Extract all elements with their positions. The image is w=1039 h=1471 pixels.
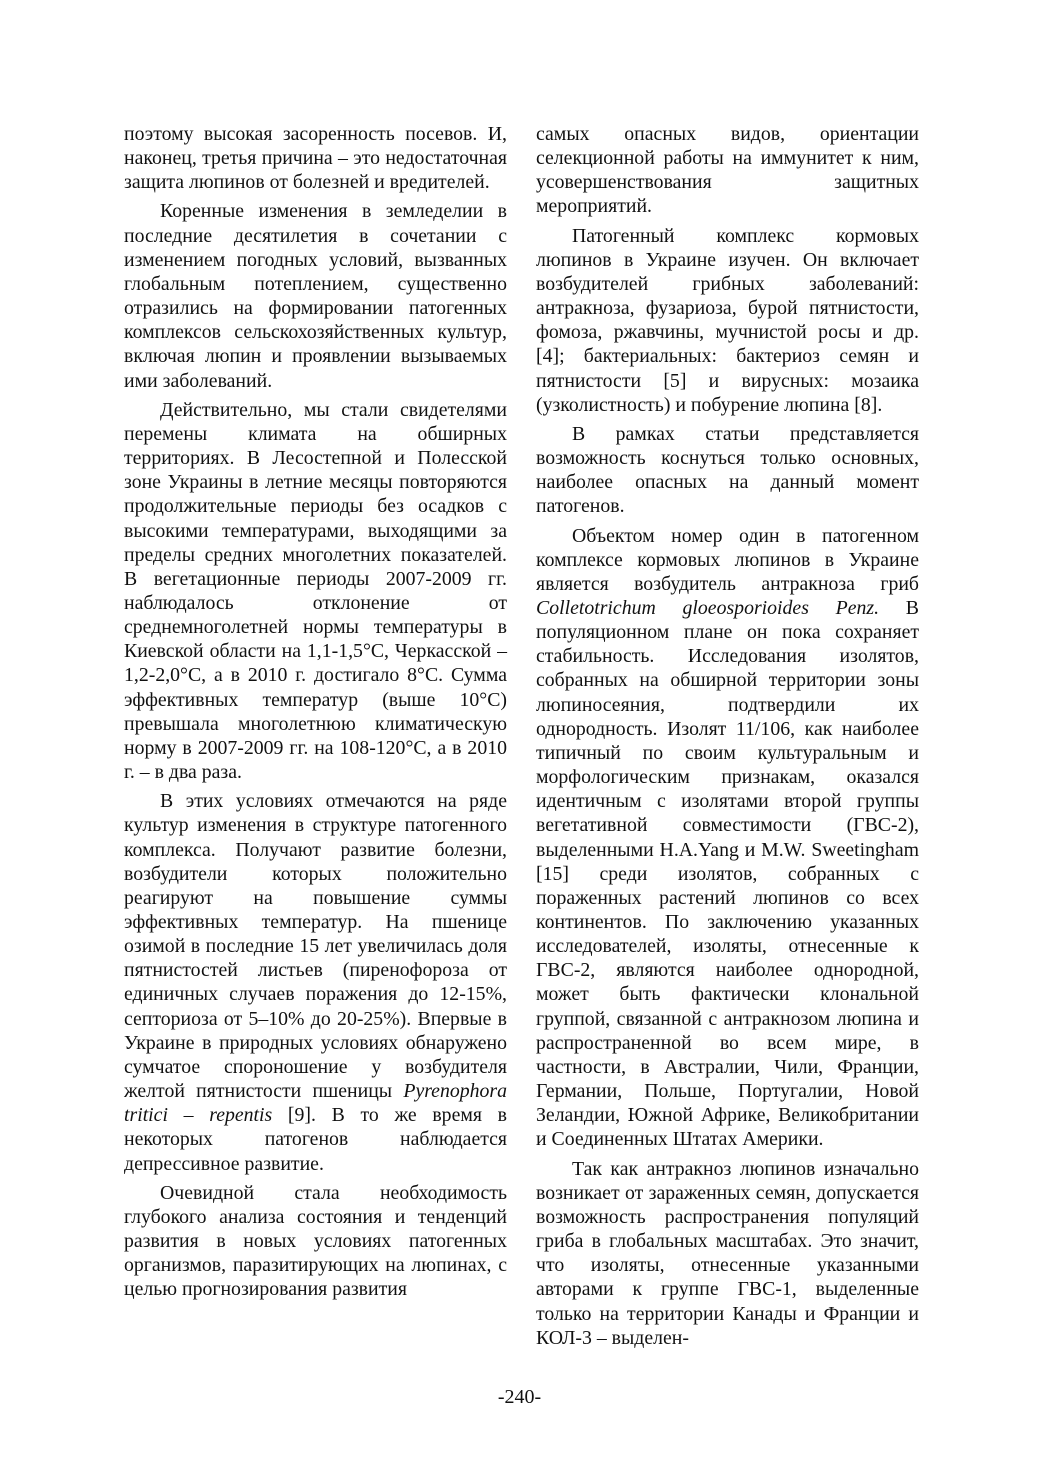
paragraph-text: [9]. В то же время в некоторых патогенов наблюдается депрессивное развитие. bbox=[124, 1104, 508, 1175]
paragraph: В рамках статьи представляется возможность коснуться только основных, наиболее опасных на данный момент патогенов. bbox=[536, 422, 919, 518]
paragraph: поэтому высокая засоренность посевов. И, наконец, третья причина – это недостаточная защита люпинов от болезней и вредителей. bbox=[124, 123, 507, 194]
page-number: -240- bbox=[497, 1386, 542, 1408]
paragraph: самых опасных видов, ориентации селекционной работы на иммунитет к ним, усовершенствования защитных мероприятий. bbox=[536, 123, 919, 218]
paragraph: Так как антракноз люпинов изначально возникает от зараженных семян, допускается возможность распространения популяций гриба в глобальных масштабах. Это значит, что изоляты, отнесенные указанными авторами к группе ГВС-1, выделенные только на территории Канады и Франции и КОЛ-3 – выделен- bbox=[536, 1157, 919, 1349]
paragraph-text: В этих условиях отмечаются на ряде культур изменения в структуре патогенного комплекса. Получают развитие болезни, возбудители которых положительно реагируют на повышение суммы эффективных температур. На пшенице озимой в последние 15 лет увеличилась доля пятнистостей листьев (пиренофороза от единичных случаев поражения до 12-15%, септориоза от 5–10% до 20-25%). Впервые в Украине в природных условиях обнаружено сумчатое спороношение у возбудителя желтой пятнистости пшеницы bbox=[124, 790, 507, 1103]
right-column bbox=[536, 122, 919, 1350]
species-name: Colletotrichum gloeosporioides Penz. bbox=[536, 596, 880, 619]
paragraph-text: Объектом номер один в патогенном комплексе кормовых люпинов в Украине является возбудитель антракноза гриб bbox=[536, 524, 919, 595]
paragraph: Коренные изменения в земледелии в последние десятилетия в сочетании с изменением погодных условий, вызванных глобальным потеплением, существенно отразились на формировании патогенных комплексов сельскохозяйственных культур, включая люпин и проявлении вызываемых ими заболеваний. bbox=[124, 200, 507, 392]
paragraph: Патогенный комплекс кормовых люпинов в Украине изучен. Он включает возбудителей грибных заболеваний: антракноза, фузариоза, бурой пятнистости, фомоза, ржавчины, мучнистой росы и др. [4]; бактериальных: бактериоз семян и пятнистости [5] и вирусных: мозаика (узколистность) и побурение люпина [8]. bbox=[536, 224, 919, 416]
paragraph: Очевидной стала необходимость глубокого анализа состояния и тенденций развития в новых условиях патогенных организмов, паразитирующих на люпинах, с целью прогнозирования развития bbox=[124, 1181, 507, 1301]
left-column bbox=[124, 122, 507, 1302]
paragraph bbox=[124, 789, 507, 1176]
paragraph: Действительно, мы стали свидетелями перемены климата на обширных территориях. В Лесостепной и Полесской зоне Украины в летние месяцы повторяются продолжительные периоды без осадков с высокими температурами, выходящими за пределы средних многолетних показателей. В вегетационные периоды 2007-2009 гг. наблюдалось отклонение от среднемноголетней нормы температуры в Киевской области на 1,1-1,5°С, Черкасской – 1,2-2,0°С, а в 2010 г. достигало 8°С. Сумма эффективных температур (выше 10°С) превышала многолетнюю климатическую норму в 2007-2009 гг. на 108-120°С, а в 2010 г. – в два раза. bbox=[124, 398, 507, 784]
species-name: Pyrenophora tritici – repentis bbox=[124, 1080, 508, 1127]
paragraph-text: В популяционном плане он пока сохраняет стабильность. Исследования изолятов, собранных на обширной территории зоны люпиносеяния, подтвердили их однородность. Изолят 11/106, как наиболее типичный по своим культуральным и морфологическим признакам, оказался идентичным с изолятами второй группы вегетативной совместимости (ГВС-2), выделенными H.A.Yang и M.W. Sweetingham [15] среди изолятов, собранных с пораженных растений люпинов со всех континентов. По заключению указанных исследователей, изоляты, отнесенные к ГВС-2, являются наиболее однородной, может быть фактически клональной группой, связанной с антракнозом люпина и распространенной во всем мире, в частности, в Австралии, Чили, Франции, Германии, Польше, Португалии, Новой Зеландии, Южной Африке, Великобритании и Соединенных Штатах Америки. bbox=[536, 596, 919, 1151]
paragraph bbox=[536, 524, 919, 1152]
